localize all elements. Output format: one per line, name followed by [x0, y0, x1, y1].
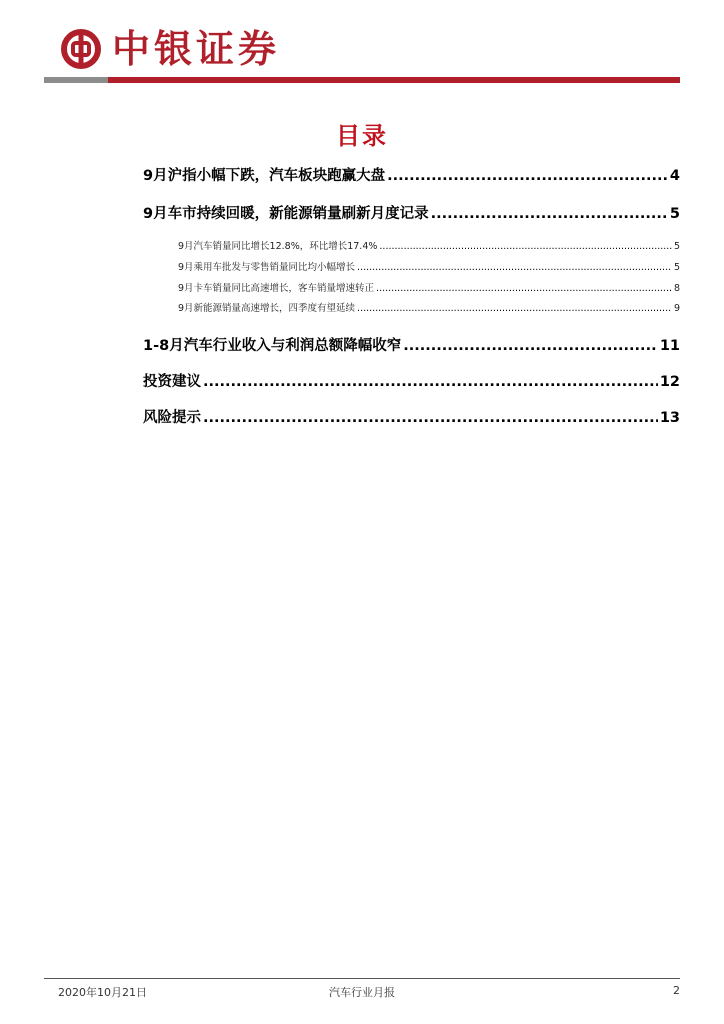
toc-entry-page: 11 — [659, 338, 680, 354]
toc-subentry[interactable] — [178, 259, 680, 273]
toc-subentry-label: 9月乘用车批发与零售销量同比均小幅增长 — [178, 262, 356, 273]
toc-entry[interactable] — [143, 406, 680, 427]
toc-entry-page: 4 — [669, 168, 680, 184]
toc-entry-label: 1-8月汽车行业收入与利润总额降幅收窄 — [143, 338, 402, 354]
toc-entry-label: 风险提示 — [143, 410, 201, 426]
toc-leader-dots — [203, 374, 658, 390]
toc-entry-page: 13 — [659, 410, 680, 426]
toc-subentry[interactable] — [178, 280, 680, 294]
brand-name: 中银证券 — [112, 26, 281, 71]
toc-leader-dots — [379, 241, 672, 252]
toc-leader-dots — [387, 168, 668, 184]
toc-subentry-page: 8 — [673, 283, 680, 294]
footer-page-number: 2 — [673, 984, 680, 997]
footer-divider — [44, 978, 680, 979]
page-header — [0, 0, 724, 90]
toc-subentry-label: 9月新能源销量高速增长，四季度有望延续 — [178, 303, 356, 314]
toc-subentry[interactable] — [178, 300, 680, 314]
toc-subentry-label: 9月卡车销量同比高速增长，客车销量增速转正 — [178, 283, 375, 294]
toc-entry-page: 5 — [669, 206, 680, 222]
toc-leader-dots — [203, 410, 658, 426]
toc-leader-dots — [431, 206, 668, 222]
toc-subentry-label: 9月汽车销量同比增长12.8%，环比增长17.4% — [178, 241, 378, 252]
toc-subentry-page: 5 — [673, 262, 680, 273]
bank-of-china-logo-icon — [60, 28, 102, 70]
toc-entry-label: 9月沪指小幅下跌，汽车板块跑赢大盘 — [143, 168, 386, 184]
toc-leader-dots — [357, 303, 672, 314]
toc-leader-dots — [403, 338, 658, 354]
toc-subentry-page: 9 — [673, 303, 680, 314]
footer-report-name: 汽车行业月报 — [329, 986, 395, 999]
toc-entry-page: 12 — [659, 374, 680, 390]
toc-entry[interactable] — [143, 202, 680, 223]
footer-date: 2020年10月21日 — [58, 986, 147, 999]
toc-entry[interactable] — [143, 370, 680, 391]
header-divider-gray — [44, 77, 108, 83]
toc-entry-label: 9月车市持续回暖，新能源销量刷新月度记录 — [143, 206, 429, 222]
toc-entry[interactable] — [143, 164, 680, 185]
header-divider-red — [108, 77, 680, 83]
toc-title: 目录 — [336, 121, 388, 150]
toc-entry[interactable] — [143, 334, 680, 355]
toc-entry-label: 投资建议 — [143, 374, 201, 390]
toc-subentry-page: 5 — [673, 241, 680, 252]
toc-leader-dots — [376, 283, 672, 294]
toc-leader-dots — [357, 262, 672, 273]
brand-logo — [60, 28, 280, 70]
toc-subentry[interactable] — [178, 238, 680, 252]
